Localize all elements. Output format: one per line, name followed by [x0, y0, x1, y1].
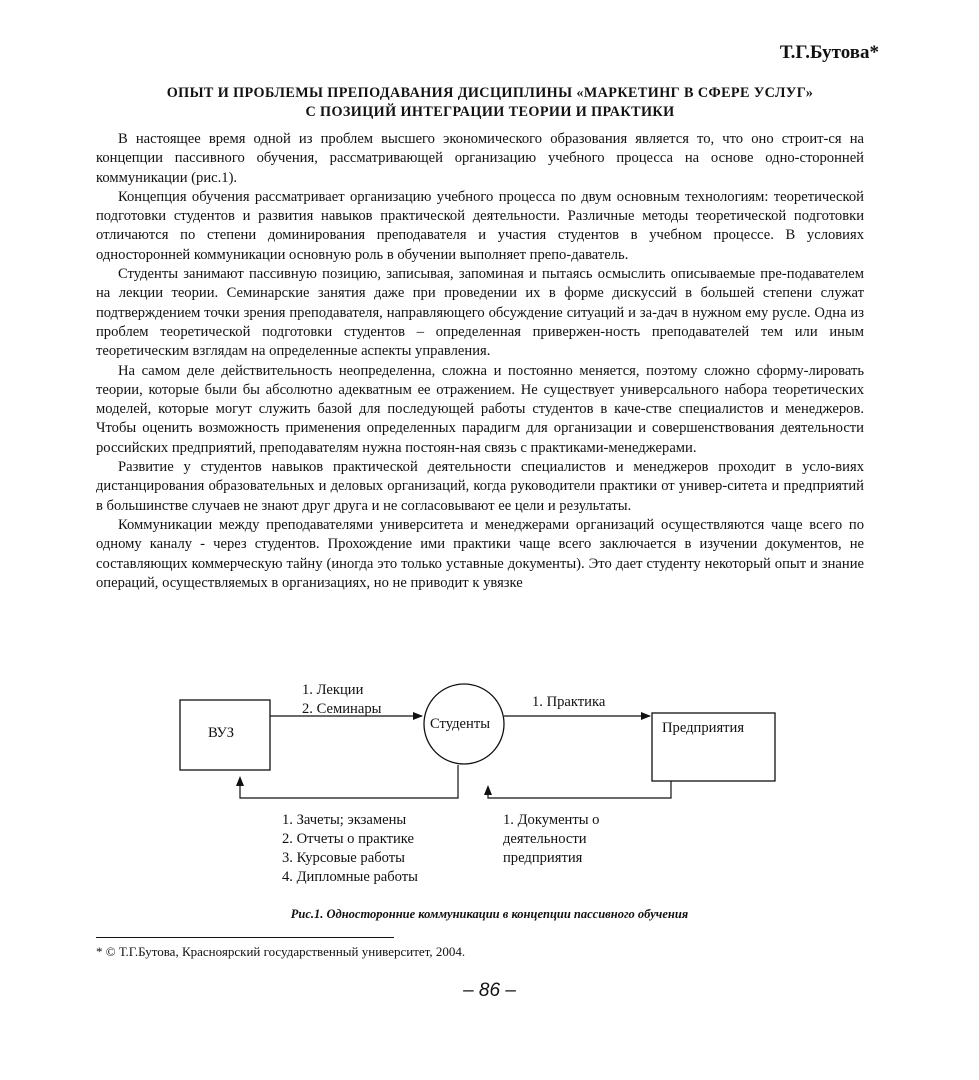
documents-list: [503, 811, 599, 868]
feedback-vuz-arrowhead: [236, 776, 244, 786]
page-number: – 86 –: [463, 980, 516, 1001]
footnote-divider: [96, 937, 394, 938]
list-item: 4. Дипломные работы: [282, 869, 418, 885]
paragraph: Концепция обучения рассматривает организацию учебного процесса по двум основным технологиям: теоретической подготовки студентов и развития навыков практической деятельности. Различные методы теоретической подготовки отличаются по степени доминирования преподавателя и участия студентов в учебном процессе. В условиях односторонней коммуникации основную роль в обучении выполняет препо-даватель.: [96, 188, 864, 263]
diagram-svg: [0, 660, 979, 920]
feedback-students-to-vuz: [240, 765, 458, 798]
author-name: Т.Г.Бутова*: [779, 42, 879, 63]
lectures-seminars-list: [302, 681, 381, 719]
paragraph: Коммуникации между преподавателями университета и менеджерами организаций осуществляются чаще всего по одному каналу - через студентов. Прохождение ими практики чаще всего заключается в изучении документов, не составляющих коммерческую тайну (иногда это только уставные документы). Это дает студенту некоторый опыт и знание операций, осуществляемых в организациях, но не приводит к увязке: [96, 516, 864, 591]
list-item: 1. Документы о: [503, 812, 600, 828]
title-line-1: ОПЫТ И ПРОБЛЕМЫ ПРЕПОДАВАНИЯ ДИСЦИПЛИНЫ «МАРКЕТИНГ В СФЕРЕ УСЛУГ»: [166, 85, 814, 101]
practice-label: 1. Практика: [532, 694, 606, 710]
paragraph: В настоящее время одной из проблем высшего экономического образования является то, что оно строит-ся на концепции пассивного обучения, рассматривающей организацию учебного процесса на основе одно-сторонней коммуникации (рис.1).: [96, 131, 864, 186]
title-line-2: С ПОЗИЦИЙ ИНТЕГРАЦИИ ТЕОРИИ И ПРАКТИКИ: [305, 104, 675, 120]
students-label: Студенты: [430, 716, 490, 732]
list-item: 2. Отчеты о практике: [282, 831, 414, 847]
feedback-enterprises-to-students: [488, 781, 671, 798]
assessment-list: [282, 811, 418, 887]
vuz-label: ВУЗ: [208, 725, 235, 741]
list-item: предприятия: [503, 850, 583, 866]
footnote: * © Т.Г.Бутова, Красноярский государственный университет, 2004.: [96, 944, 466, 959]
figure-communication-diagram: [0, 660, 979, 920]
list-item: 1. Зачеты; экзамены: [282, 812, 407, 828]
paragraph: На самом деле действительность неопределенна, сложна и постоянно меняется, поэтому сложно сформу-лировать теории, которые были бы абсолютно адекватным ее отражением. Не существует универсального набора теоретических моделей, которые могут служить базой для последующей работы студентов в каче-стве специалистов и менеджеров. Чтобы оценить возможность применения определенных парадигм для организации и совершенствования деятельности российских предприятий, преподавателям нужна постоян-ная связь с практиками-менеджерами.: [96, 362, 864, 456]
paragraph: Студенты занимают пассивную позицию, записывая, запоминая и пытаясь осмыслить описываемые пре-подавателем на лекции теории. Семинарские занятия даже при проведении их в форме дискуссий в большей степени служат подтверждением точки зрения преподавателя, направляющего обсуждение ситуаций и за-дач в нужном ему русле. Одна из проблем теоретической подготовки студентов – определенная привержен-ность преподавателей тем или иным теоретическим взглядам на определенные аспекты управления.: [96, 266, 864, 360]
enterprises-label: Предприятия: [662, 720, 745, 736]
paragraph: Развитие у студентов навыков практической деятельности специалистов и менеджеров проходит в усло-виях дистанцирования образовательных и деловых организаций, когда руководители практики от универ-ситета и предприятий в большинстве случаев не знают друг друга и не согласовывают ее цели и результаты.: [96, 459, 864, 514]
article-title: [60, 84, 920, 122]
feedback-students-arrowhead: [484, 785, 492, 795]
list-item: деятельности: [503, 831, 587, 847]
figure-caption: Рис.1. Односторонние коммуникации в концепции пассивного обучения: [290, 907, 689, 921]
list-item: 3. Курсовые работы: [282, 850, 405, 866]
article-body: [96, 130, 864, 593]
list-item: 2. Семинары: [302, 701, 382, 717]
list-item: 1. Лекции: [302, 682, 364, 698]
